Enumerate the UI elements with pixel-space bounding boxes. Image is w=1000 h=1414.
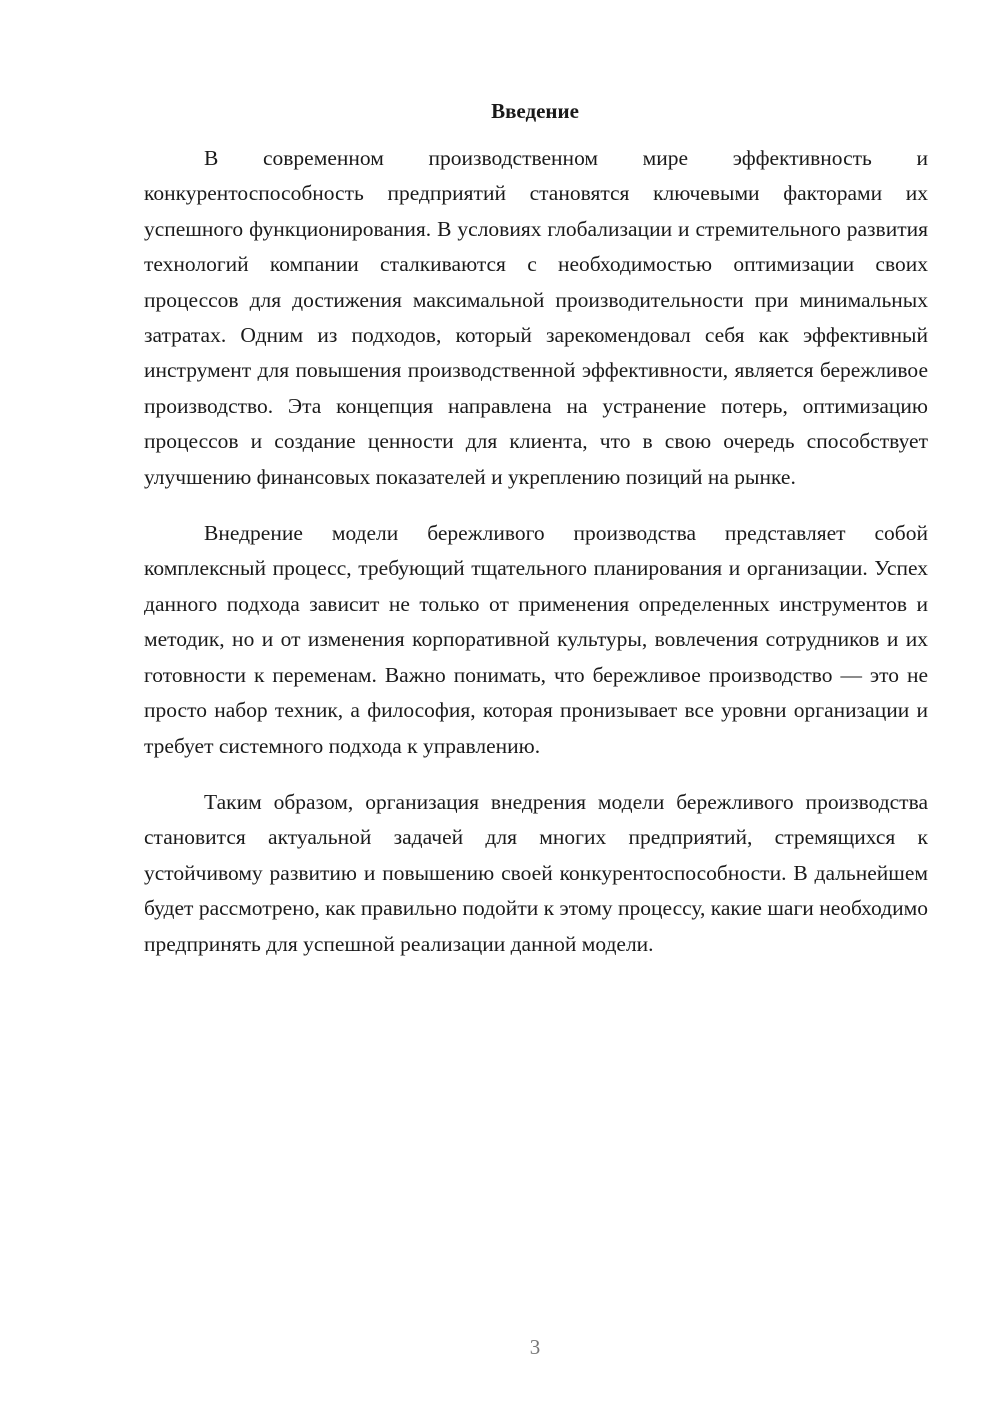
paragraph-3: Таким образом, организация внедрения модели бережливого производства становится актуальной задачей для многих предприятий, стремящихся к устойчивому развитию и повышению своей конкурентоспособности. В дальнейшем будет рассмотрено, как правильно подойти к этому процессу, какие шаги необходимо предпринять для успешной реализации данной модели. [144, 789, 928, 956]
paragraph-1: В современном производственном мире эффективность и конкурентоспособность предприятий становятся ключевыми факторами их успешного функционирования. В условиях глобализации и стремительного развития технологий компании сталкиваются с необходимостью оптимизации своих процессов для достижения максимальной производительности при минимальных затратах. Одним из подходов, который зарекомендовал себя как эффективный инструмент для повышения производственной эффективности, является бережливое производство. Эта концепция направлена на устранение потерь, оптимизацию процессов и создание ценности для клиента, что в свою очередь способствует улучшению финансовых показателей и укреплению позиций на рынке. [144, 146, 928, 489]
page-title: Введение [491, 99, 579, 123]
page-number: 3 [529, 1335, 541, 1359]
body-text [144, 141, 928, 962]
paragraph-2: Внедрение модели бережливого производства представляет собой комплексный процесс, требующий тщательного планирования и организации. Успех данного подхода зависит не только от применения определенных инструментов и методик, но и от изменения корпоративной культуры, вовлечения сотрудников и их готовности к переменам. Важно понимать, что бережливое производство — это не просто набор техник, а философия, которая пронизывает все уровни организации и требует системного подхода к управлению. [144, 521, 928, 758]
